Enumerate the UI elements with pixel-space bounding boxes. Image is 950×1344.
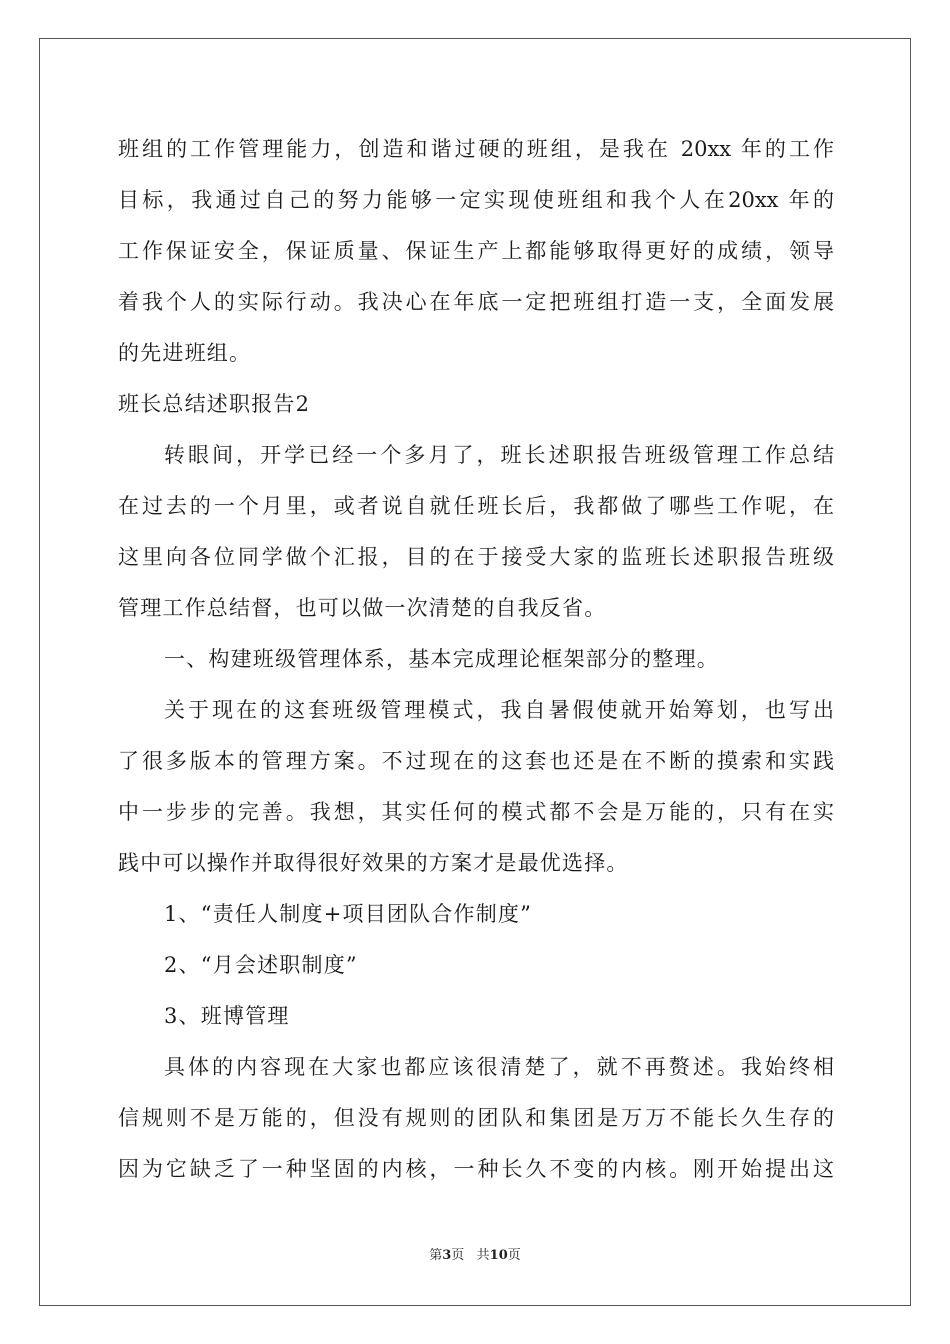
text-line: 在过去的一个月里，或者说自就任班长后，我都做了哪些工作呢，在 xyxy=(118,494,834,518)
text-line: 3、班博管理 xyxy=(164,1004,290,1028)
text-line: 具体的内容现在大家也都应该很清楚了，就不再赘述。我始终相 xyxy=(164,1055,834,1079)
text-line: 转眼间，开学已经一个多月了，班长述职报告班级管理工作总结 xyxy=(164,443,834,467)
text-line: 了很多版本的管理方案。不过现在的这套也还是在不断的摸索和实践 xyxy=(118,749,834,773)
text-line: 中一步步的完善。我想，其实任何的模式都不会是万能的，只有在实 xyxy=(118,800,834,824)
total-page-count: 10 xyxy=(489,1248,508,1263)
text-line: 关于现在的这套班级管理模式，我自暑假使就开始筹划，也写出 xyxy=(164,698,834,722)
text-line: 的先进班组。 xyxy=(118,341,252,365)
text-line: 一、构建班级管理体系，基本完成理论框架部分的整理。 xyxy=(164,647,719,671)
text-line: 工作保证安全，保证质量、保证生产上都能够取得更好的成绩，领导 xyxy=(118,239,834,263)
text-line: 班长总结述职报告2 xyxy=(118,392,311,416)
page-footer xyxy=(0,1244,950,1263)
text-line: 目标，我通过自己的努力能够一定实现使班组和我个人在20xx 年的 xyxy=(118,188,834,212)
text-line: 1、“责任人制度+项目团队合作制度” xyxy=(164,902,533,926)
footer-suffix: 页 xyxy=(507,1248,521,1263)
document-body xyxy=(118,124,834,1195)
text-line: 班组的工作管理能力，创造和谐过硬的班组，是我在 20xx 年的工作 xyxy=(118,137,834,161)
footer-prefix: 第 xyxy=(429,1248,443,1263)
text-line: 这里向各位同学做个汇报，目的在于接受大家的监班长述职报告班级 xyxy=(118,545,834,569)
text-line: 管理工作总结督，也可以做一次清楚的自我反省。 xyxy=(118,596,607,620)
text-line: 因为它缺乏了一种坚固的内核，一种长久不变的内核。刚开始提出这 xyxy=(118,1157,834,1181)
text-line: 着我个人的实际行动。我决心在年底一定把班组打造一支，全面发展 xyxy=(118,290,834,314)
current-page-number: 3 xyxy=(442,1248,452,1263)
text-line: 信规则不是万能的，但没有规则的团队和集团是万万不能长久生存的 xyxy=(118,1106,834,1130)
text-line: 2、“月会述职制度” xyxy=(164,953,358,977)
footer-mid: 页 共 xyxy=(451,1248,490,1263)
text-line: 践中可以操作并取得很好效果的方案才是最优选择。 xyxy=(118,851,629,875)
